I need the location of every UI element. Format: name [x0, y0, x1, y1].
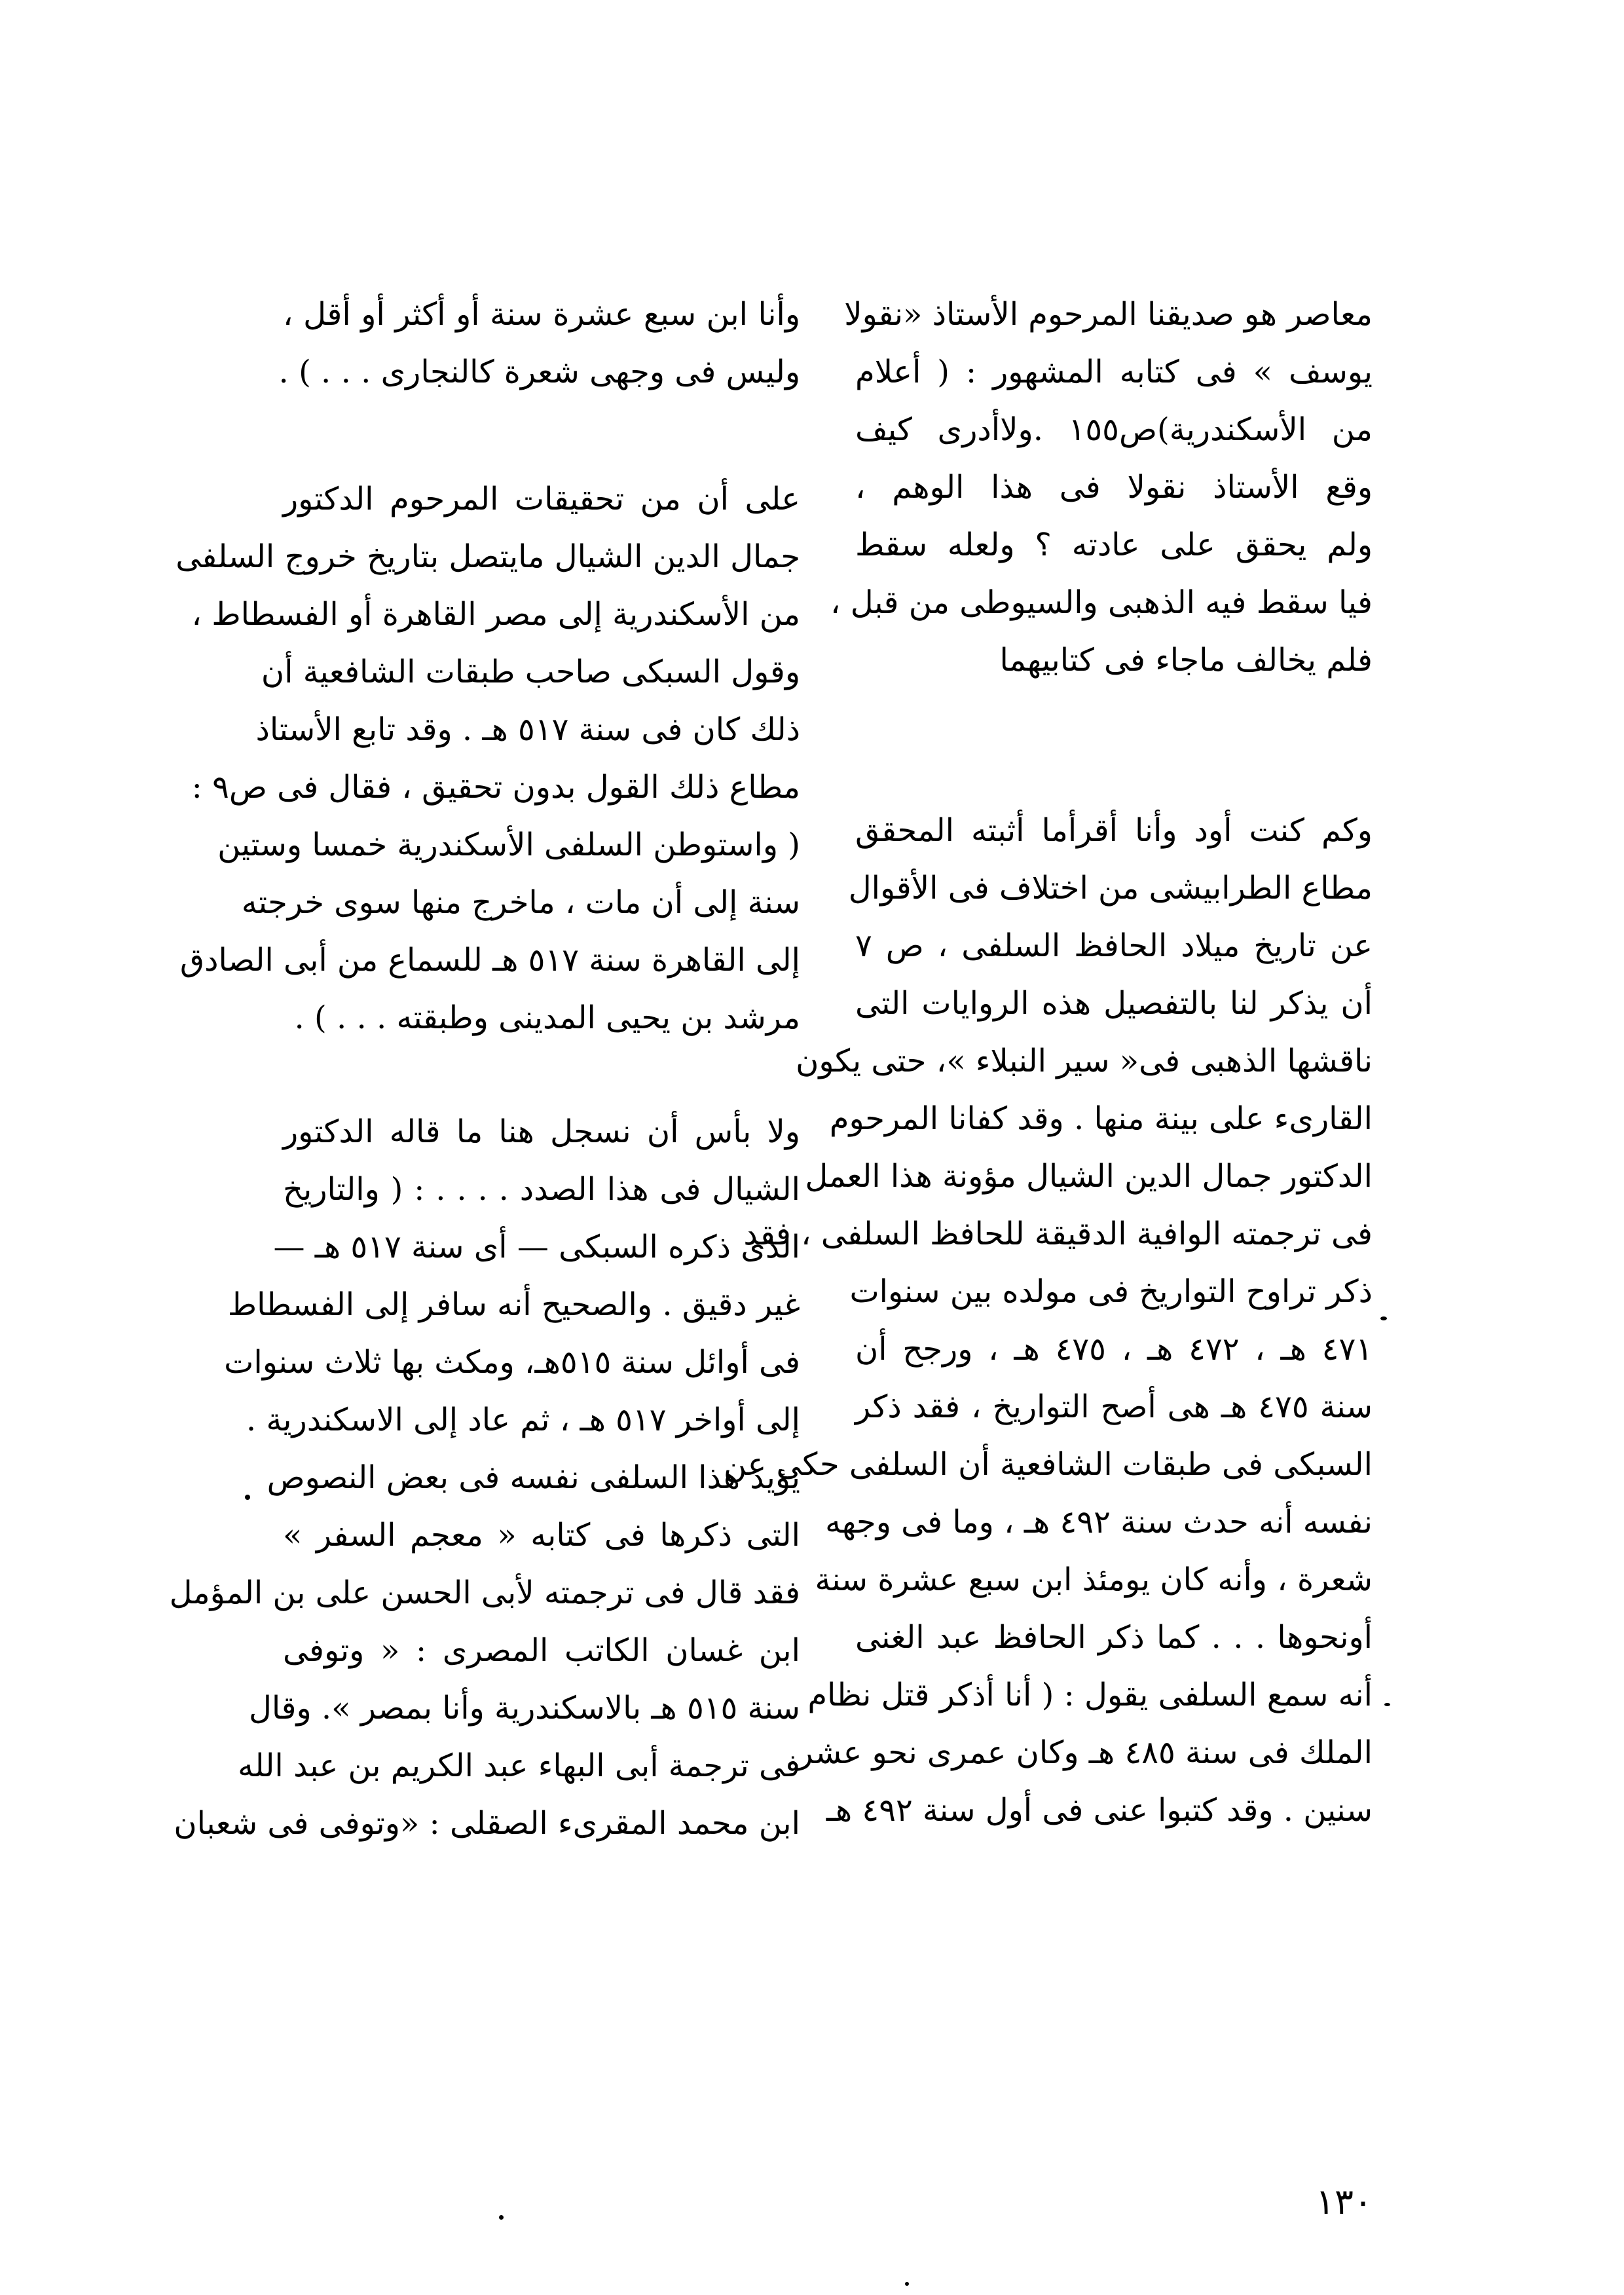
paragraph-gap: [283, 1047, 800, 1103]
left-paragraph-3: [169, 1103, 800, 1852]
text-line: مطاع الطرابيشى من اختلاف فى الأقوال: [848, 870, 1373, 906]
left-column: [169, 286, 800, 1852]
text-line: وأنا ابن سبع عشرة سنة أو أكثر أو أقل ،: [283, 296, 800, 333]
text-line: من الأسكندرية)ص١٥٥ .ولاأدرى كيف: [855, 411, 1373, 448]
text-line: عن تاريخ ميلاد الحافظ السلفى ، ص ٧: [855, 927, 1373, 964]
text-line: شعرة ، وأنه كان يومئذ ابن سبع عشرة سنة: [815, 1561, 1373, 1598]
text-line: ناقشها الذهبى فى« سير النبلاء »، حتى يكون: [796, 1043, 1373, 1079]
text-line: من الأسكندرية إلى مصر القاهرة أو الفسطاط ،: [191, 596, 800, 633]
left-paragraph-1: [278, 286, 800, 401]
text-line: وليس فى وجهى شعرة كالنجارى . . . ) .: [278, 354, 800, 390]
text-line: فى أوائل سنة ٥١٥هـ، ومكث بها ثلاث سنوات: [224, 1344, 800, 1381]
text-line: ابن غسان الكاتب المصرى : « وتوفى: [283, 1632, 800, 1669]
text-line: الذى ذكره السبكى — أى سنة ٥١٧ هـ —: [273, 1229, 800, 1265]
text-line: ذكر تراوح التواريخ فى مولده بين سنوات: [849, 1273, 1373, 1310]
text-line: على أن من تحقيقات المرحوم الدكتور: [283, 481, 800, 517]
text-line: غير دقيق . والصحيح أنه سافر إلى الفسطاط: [227, 1286, 800, 1323]
text-line: ولم يحقق على عادته ؟ ولعله سقط: [855, 527, 1373, 563]
text-line: الملك فى سنة ٤٨٥ هـ وكان عمرى نحو عشر: [798, 1734, 1373, 1771]
text-line: أونحوها . . . كما ذكر الحافظ عبد الغنى: [855, 1619, 1373, 1656]
text-line: سنين . وقد كتبوا عنى فى أول سنة ٤٩٢ هـ: [826, 1792, 1373, 1829]
scan-speck: [1384, 1703, 1390, 1706]
text-line: يؤيد هذا السلفى نفسه فى بعض النصوص: [267, 1459, 800, 1496]
scan-speck: [245, 1495, 250, 1500]
text-line: إلى القاهرة سنة ٥١٧ هـ للسماع من أبى الصادق: [179, 942, 800, 979]
scan-speck: [499, 2215, 504, 2220]
paragraph-gap: [855, 689, 1373, 802]
text-line: سنة ٥١٥ هـ بالاسكندرية وأنا بمصر ». وقال: [249, 1690, 800, 1726]
text-line: فقد قال فى ترجمته لأبى الحسن على بن المؤمل: [169, 1575, 800, 1611]
text-line: فى ترجمة أبى البهاء عبد الكريم بن عبد الله: [238, 1747, 800, 1784]
text-line: معاصر هو صديقنا المرحوم الأستاذ «نقولا: [844, 296, 1373, 333]
text-line: فلم يخالف ماجاء فى كتابيهما: [999, 642, 1373, 679]
text-line: مرشد بن يحيى المدينى وطبقته . . . ) .: [294, 999, 800, 1036]
text-line: التى ذكرها فى كتابه « معجم السفر »: [283, 1517, 800, 1554]
text-line: وكم كنت أود وأنا أقرأما أثبته المحقق: [855, 812, 1373, 849]
paragraph-gap: [283, 401, 800, 470]
scan-speck: [905, 2282, 909, 2286]
text-line: مطاع ذلك القول بدون تحقيق ، فقال فى ص٩ :: [191, 769, 800, 806]
text-line: سنة ٤٧٥ هـ هى أصح التواريخ ، فقد ذكر: [855, 1389, 1373, 1425]
left-paragraph-2: [175, 470, 800, 1047]
text-line: القارىء على بينة منها . وقد كفانا المرحوم: [829, 1100, 1373, 1137]
page-number: ١٣٠: [1315, 2181, 1373, 2222]
right-paragraph-1: [830, 286, 1373, 689]
text-line: الشيال فى هذا الصدد . . . . : ( والتاريخ: [283, 1171, 800, 1208]
text-line: وقع الأستاذ نقولا فى هذا الوهم ،: [855, 469, 1373, 506]
text-line: إلى أواخر ٥١٧ هـ ، ثم عاد إلى الاسكندرية .: [246, 1402, 800, 1438]
text-line: ذلك كان فى سنة ٥١٧ هـ . وقد تابع الأستاذ: [255, 711, 800, 748]
text-line: أن يذكر لنا بالتفصيل هذه الروايات التى: [855, 985, 1373, 1022]
text-line: السبكى فى طبقات الشافعية أن السلفى حكى عن: [724, 1446, 1373, 1483]
text-line: فيا سقط فيه الذهبى والسيوطى من قبل ،: [830, 584, 1373, 621]
text-line: أنه سمع السلفى يقول : ( أنا أذكر قتل نظام: [807, 1677, 1373, 1713]
right-paragraph-2: [724, 802, 1373, 1839]
text-line: ولا بأس أن نسجل هنا ما قاله الدكتور: [283, 1113, 800, 1150]
text-line: نفسه أنه حدث سنة ٤٩٢ هـ ، وما فى وجهه: [825, 1504, 1373, 1540]
text-line: ( واستوطن السلفى الأسكندرية خمسا وستين: [217, 827, 800, 863]
right-column: [724, 286, 1373, 1839]
text-line: فى ترجمته الوافية الدقيقة للحافظ السلفى ، فقد: [743, 1216, 1373, 1252]
text-line: ٤٧١ هـ ، ٤٧٢ هـ ، ٤٧٥ هـ ، ورجح أن: [855, 1331, 1373, 1368]
scan-speck: [1380, 1316, 1387, 1320]
text-line: سنة إلى أن مات ، ماخرج منها سوى خرجته: [241, 884, 800, 921]
text-line: وقول السبكى صاحب طبقات الشافعية أن: [261, 654, 800, 690]
text-line: ابن محمد المقرىء الصقلى : «وتوفى فى شعبان: [174, 1805, 800, 1842]
text-line: الدكتور جمال الدين الشيال مؤونة هذا العمل: [805, 1158, 1373, 1195]
text-line: يوسف » فى كتابه المشهور : ( أعلام: [855, 354, 1373, 390]
text-line: جمال الدين الشيال مايتصل بتاريخ خروج السلفى: [175, 538, 800, 575]
